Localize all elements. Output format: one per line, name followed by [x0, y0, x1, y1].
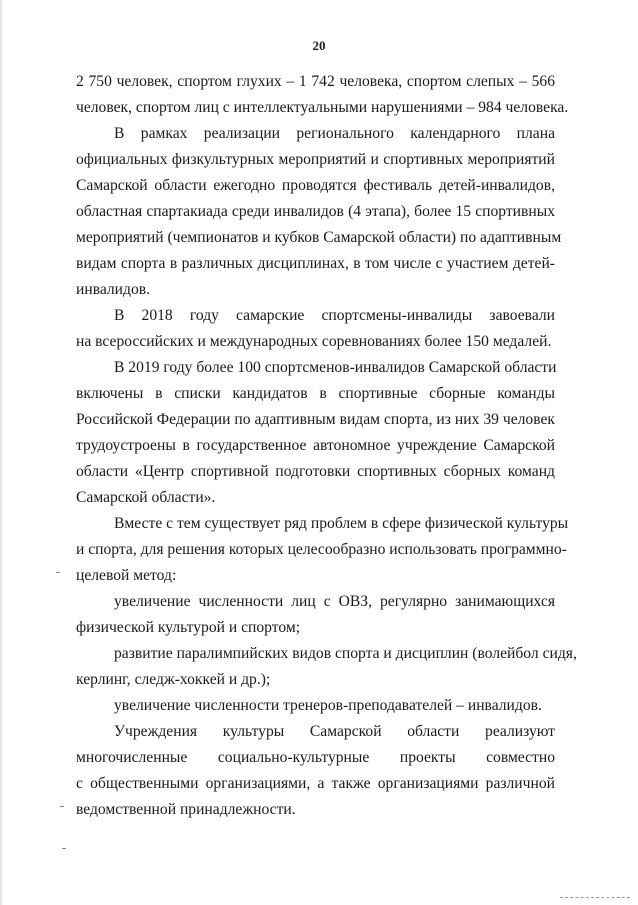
- scan-edge-line: [0, 0, 2, 905]
- text-line: В 2019 году более 100 спортсменов-инвалидов Самарской области: [114, 359, 557, 376]
- text-line: ведомственной принадлежности.: [76, 801, 296, 818]
- text-line: областная спартакиада среди инвалидов (4 этапа), более 15 спортивных: [76, 203, 555, 220]
- text-line: Учреждения культуры Самарской области реализуют: [114, 723, 555, 740]
- text-line: на всероссийских и международных соревнованиях более 150 медалей.: [76, 333, 552, 350]
- text-line: керлинг, следж-хоккей и др.);: [76, 671, 271, 688]
- scan-mark: [62, 848, 66, 849]
- text-line: трудоустроены в государственное автономное учреждение Самарской: [76, 437, 555, 454]
- text-line: увеличение численности тренеров-преподавателей – инвалидов.: [114, 697, 542, 714]
- text-line: Российской Федерации по адаптивным видам спорта, из них 39 человек: [76, 411, 555, 428]
- text-line: видам спорта в различных дисциплинах, в том числе с участием детей-: [76, 255, 555, 272]
- text-line: целевой метод:: [76, 567, 177, 584]
- text-line: развитие паралимпийских видов спорта и дисциплин (волейбол сидя,: [114, 645, 577, 662]
- text-line: включены в списки кандидатов в спортивные сборные команды: [76, 385, 555, 402]
- text-line: В рамках реализации регионального календарного плана: [114, 125, 555, 142]
- text-line: многочисленные социально-культурные проекты совместно: [76, 749, 555, 766]
- page-number: 20: [312, 38, 326, 53]
- text-line: Самарской области».: [76, 489, 216, 506]
- scan-mark: [56, 572, 60, 573]
- text-line: Самарской области ежегодно проводятся фестиваль детей-инвалидов,: [76, 177, 555, 194]
- text-line: В 2018 году самарские спортсмены-инвалиды завоевали: [114, 307, 555, 324]
- text-line: 2 750 человек, спортом глухих – 1 742 человека, спортом слепых – 566: [76, 73, 555, 90]
- scan-mark: [60, 806, 64, 807]
- text-line: увеличение численности лиц с ОВЗ, регулярно занимающихся: [114, 593, 555, 610]
- text-line: и спорта, для решения которых целесообразно использовать программно-: [76, 541, 567, 558]
- text-line: официальных физкультурных мероприятий и спортивных мероприятий: [76, 151, 555, 168]
- scan-corner-mark: [560, 897, 630, 899]
- text-line: физической культурой и спортом;: [76, 619, 301, 636]
- text-line: мероприятий (чемпионатов и кубков Самарской области) по адаптивным: [76, 229, 562, 246]
- text-line: инвалидов.: [76, 281, 151, 298]
- text-line: с общественными организациями, а также организациями различной: [76, 775, 555, 792]
- text-line: области «Центр спортивной подготовки спортивных сборных команд: [76, 463, 555, 480]
- text-line: Вместе с тем существует ряд проблем в сфере физической культуры: [114, 515, 569, 532]
- text-line: человек, спортом лиц с интеллектуальными нарушениями – 984 человека.: [76, 99, 569, 116]
